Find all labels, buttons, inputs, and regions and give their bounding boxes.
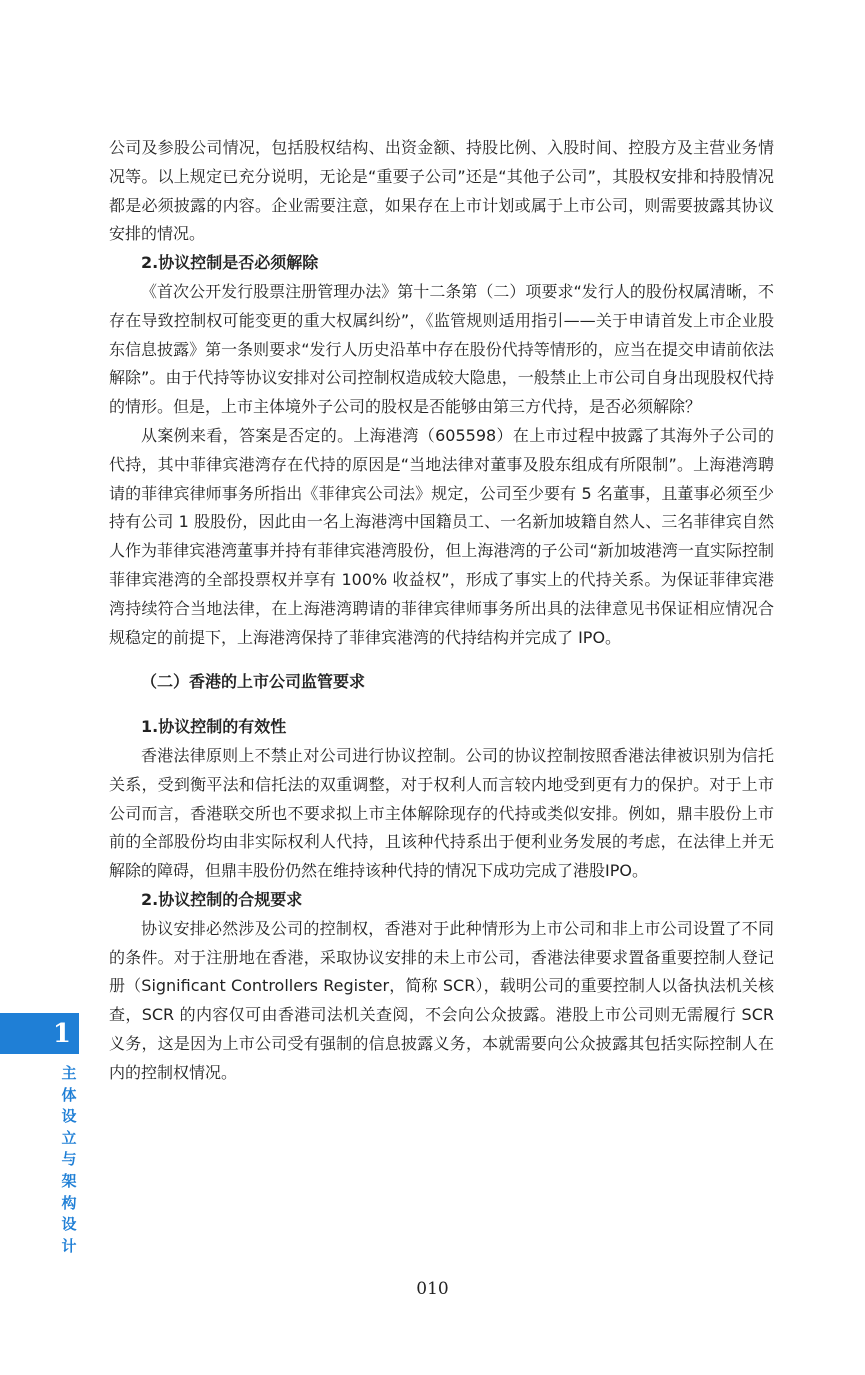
chapter-title-char: 计 bbox=[61, 1236, 77, 1255]
chapter-title-char: 主 bbox=[61, 1064, 77, 1082]
chapter-title-vertical bbox=[54, 1063, 84, 1257]
paragraph-subsidiary-disclosure: 公司及参股公司情况，包括股权结构、出资金额、持股比例、入股时间、控股方及主营业务情况等。以上规定已充分说明，无论是“重要子公司”还是“其他子公司”，其股权安排和持股情况都是必须披露的内容。企业需要注意，如果存在上市计划或属于上市公司，则需要披露其协议安排的情况。 bbox=[109, 138, 774, 244]
chapter-title-char: 架 bbox=[61, 1171, 77, 1190]
chapter-title-char: 立 bbox=[61, 1128, 77, 1147]
paragraph-hk-compliance: 协议安排必然涉及公司的控制权，香港对于此种情形为上市公司和非上市公司设置了不同的条件。对于注册地在香港，采取协议安排的未上市公司，香港法律要求置备重要控制人登记册（Significant Controllers Register，简称 SCR），载明公司的重要控制人以备执法机关核查，SCR 的内容仅可由香港司法机关查阅，不会向公众披露。港股上市公司则无需履行 SCR 义务，这是因为上市公司受有强制的信息披露义务，本就需要向公众披露其包括实际控制人在内的控制权情况。 bbox=[109, 918, 774, 1082]
chapter-tab bbox=[0, 1013, 79, 1054]
chapter-title-char: 体 bbox=[61, 1085, 77, 1104]
paragraph-hk-validity: 香港法律原则上不禁止对公司进行协议控制。公司的协议控制按照香港法律被识别为信托关系，受到衡平法和信托法的双重调整，对于权利人而言较内地受到更有力的保护。对于上市公司而言，香港联交所也不要求拟上市主体解除现存的代持或类似安排。例如，鼎丰股份上市前的全部股份均由非实际权利人代持，且该种代持系出于便利业务发展的考虑，在法律上并无解除的障碍，但鼎丰股份仍然在维持该种代持的情况下成功完成了港股IPO。 bbox=[109, 745, 774, 881]
subheading-control-removal: 2.协议控制是否必须解除 bbox=[141, 253, 319, 273]
chapter-title-char: 设 bbox=[61, 1107, 77, 1126]
chapter-title-char: 设 bbox=[61, 1215, 77, 1234]
page-number: 010 bbox=[416, 1279, 449, 1299]
chapter-title-char: 与 bbox=[61, 1150, 77, 1169]
paragraph-case-study: 从案例来看，答案是否定的。上海港湾（605598）在上市过程中披露了其海外子公司的代持，其中菲律宾港湾存在代持的原因是“当地法律对董事及股东组成有所限制”。上海港湾聘请的菲律宾律师事务所指出《菲律宾公司法》规定，公司至少要有 5 名董事，且董事必须至少持有公司 1 股股份，因此由一名上海港湾中国籍员工、一名新加坡籍自然人、三名菲律宾自然人作为菲律宾港湾董事并持有菲律宾港湾股份，但上海港湾的子公司“新加坡港湾一直实际控制菲律宾港湾的全部投票权并享有 100% 收益权”，形成了事实上的代持关系。为保证菲律宾港湾持续符合当地法律，在上海港湾聘请的菲律宾律师事务所出具的法律意见书保证相应情况合规稳定的前提下，上海港湾保持了菲律宾港湾的代持结构并完成了 IPO。 bbox=[109, 425, 774, 647]
chapter-number: 1 bbox=[52, 1018, 71, 1049]
chapter-title-char: 构 bbox=[61, 1193, 77, 1212]
subheading-compliance: 2.协议控制的合规要求 bbox=[141, 889, 303, 909]
section-heading-hk: （二）香港的上市公司监管要求 bbox=[141, 672, 366, 692]
subheading-validity: 1.协议控制的有效性 bbox=[141, 717, 287, 737]
paragraph-ipo-regulation: 《首次公开发行股票注册管理办法》第十二条第（二）项要求“发行人的股份权属清晰，不存在导致控制权可能变更的重大权属纠纷”，《监管规则适用指引——关于申请首发上市企业股东信息披露》第一条则要求“发行人历史沿革中存在股份代持等情形的，应当在提交申请前依法解除”。由于代持等协议安排对公司控制权造成较大隐患，一般禁止上市公司自身出现股权代持的情形。但是，上市主体境外子公司的股权是否能够由第三方代持，是否必须解除？ bbox=[109, 281, 774, 417]
main-text bbox=[109, 134, 774, 1088]
